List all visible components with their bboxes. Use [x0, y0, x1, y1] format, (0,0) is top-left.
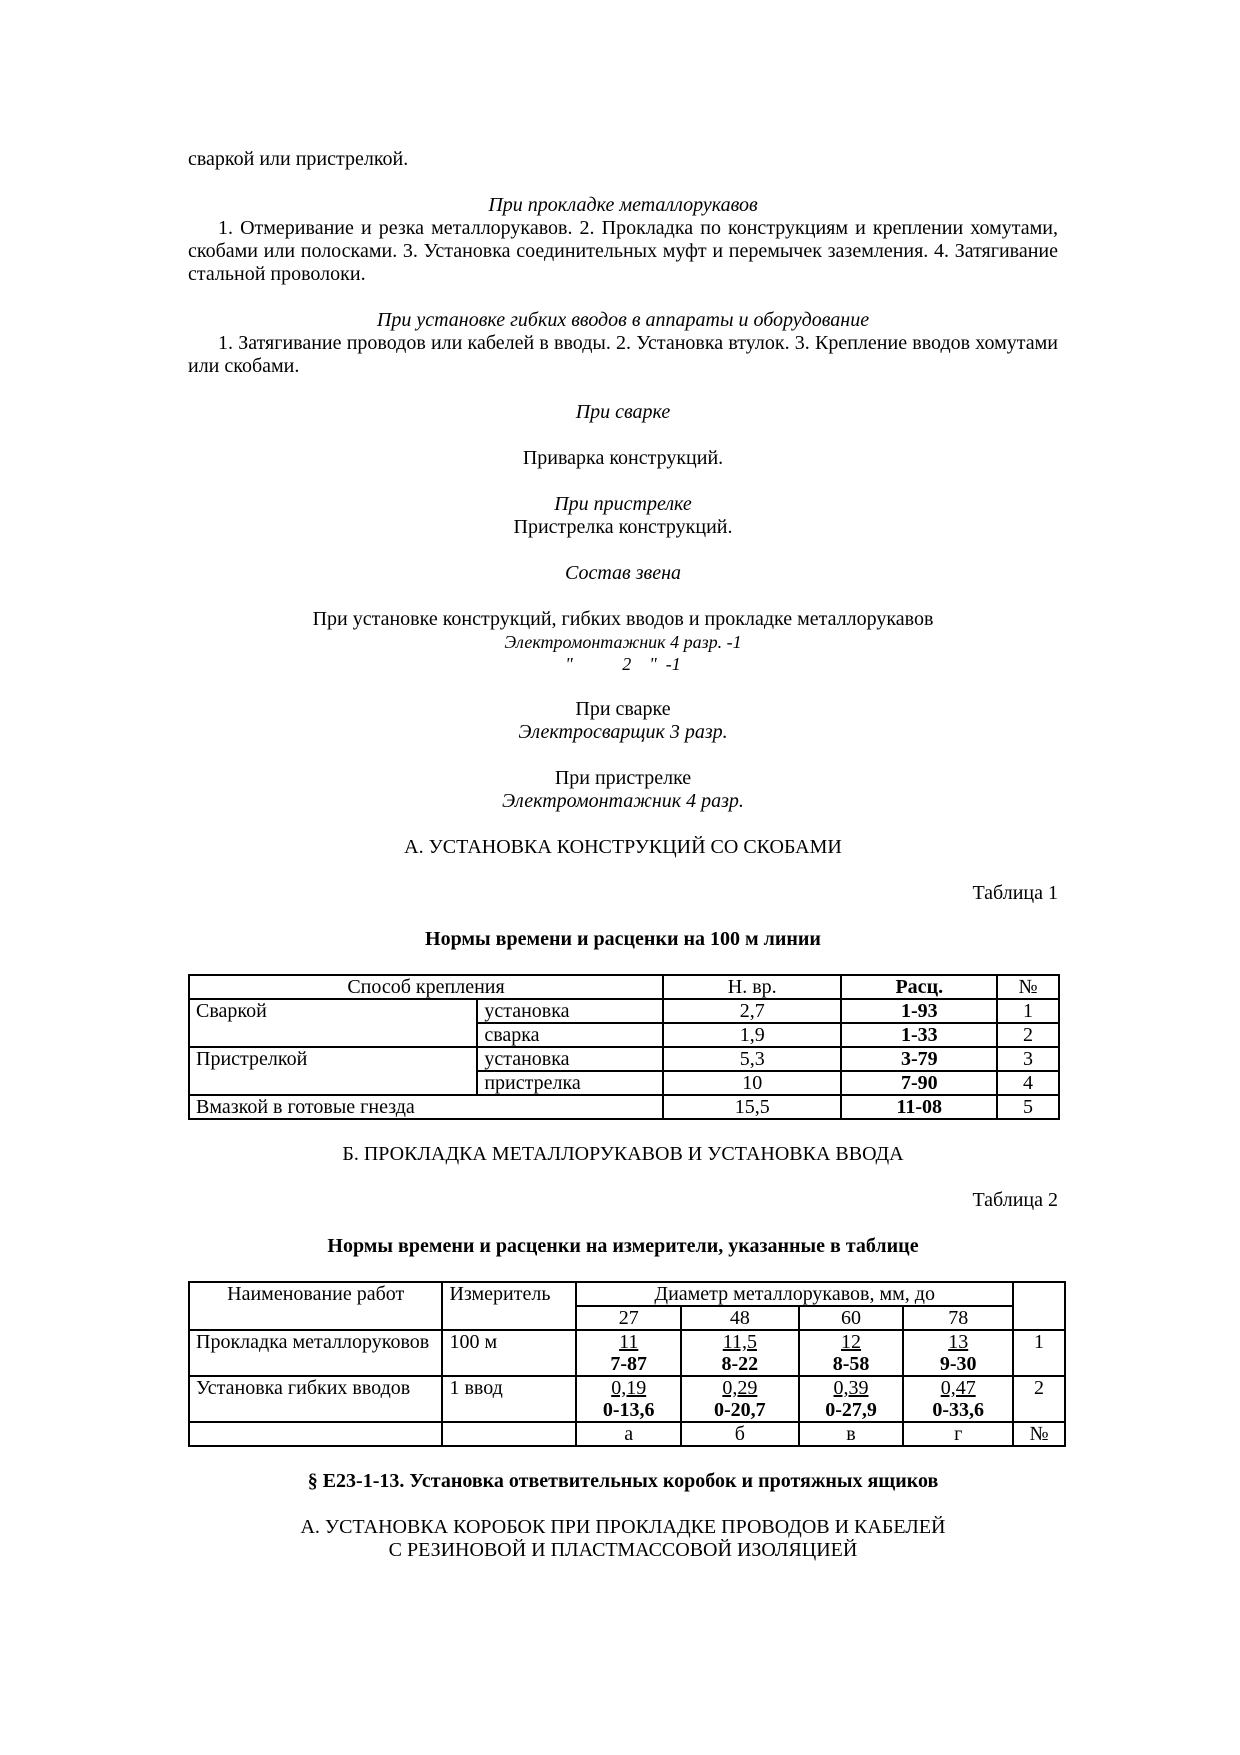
t2-header-unit: Измеритель [442, 1282, 576, 1330]
t2-cell [799, 1330, 904, 1376]
t2-norm: 13 [948, 1331, 969, 1353]
t2-cell [903, 1376, 1013, 1422]
t2-diameter: 48 [681, 1306, 799, 1330]
paragraph-e23-subtitle-line1: А. УСТАНОВКА КОРОБОК ПРИ ПРОКЛАДКЕ ПРОВОДОВ И КАБЕЛЕЙ [300, 1516, 946, 1538]
t2-footer-letter: а [576, 1422, 681, 1446]
t1-method: Вмазкой в готовые гнезда [189, 1095, 663, 1119]
t1-num: 1 [997, 999, 1059, 1023]
t2-price: 7-87 [610, 1353, 648, 1375]
sostav-group3-line1: Электромонтажник 4 разр. [502, 790, 744, 812]
intro-line: сваркой или пристрелкой. [188, 148, 409, 170]
t2-work: Прокладка металлоруковов [189, 1330, 442, 1376]
t1-sub: пристрелка [477, 1071, 663, 1095]
paragraph-e23-subtitle-line2: С РЕЗИНОВОЙ И ПЛАСТМАССОВОЙ ИЗОЛЯЦИЕЙ [388, 1539, 858, 1561]
table-2-header-row [189, 1282, 1065, 1306]
text-metallorukav: 1. Отмеривание и резка металлорукавов. 2. Прокладка по конструкциям и креплении хомутами, скобами или полосками. 3. Установка соединительных муфт и перемычек заземления. 4. Затягивание стальной проволоки. [188, 217, 1058, 285]
t1-num: 2 [997, 1023, 1059, 1047]
t2-footer-letter: г [903, 1422, 1013, 1446]
t1-norm: 5,3 [663, 1047, 841, 1071]
t2-diameter: 60 [799, 1306, 904, 1330]
t1-header-norm: Н. вр. [663, 975, 841, 999]
t2-header-diameter: Диаметр металлорукавов, мм, до [576, 1282, 1013, 1306]
table2-caption: Нормы времени и расценки на измерители, указанные в таблице [327, 1235, 919, 1257]
t1-header-price: Расц. [841, 975, 997, 999]
t1-price: 11-08 [841, 1095, 997, 1119]
t2-cell [681, 1376, 799, 1422]
heading-pristrelka: При пристрелке [554, 493, 692, 515]
t1-sub: установка [477, 1047, 663, 1071]
t2-footer-empty [442, 1422, 576, 1446]
t2-footer-empty [189, 1422, 442, 1446]
table-row [189, 1330, 1065, 1376]
heading-svarka: При сварке [575, 401, 671, 423]
t1-norm: 2,7 [663, 999, 841, 1023]
heading-sostav: Состав звена [564, 562, 681, 584]
text-vvody: 1. Затягивание проводов или кабелей в вводы. 2. Установка втулок. 3. Крепление вводов хомутами или скобами. [188, 332, 1058, 377]
t1-norm: 10 [663, 1071, 841, 1095]
document-page [188, 148, 1058, 1562]
t2-unit: 1 ввод [442, 1376, 576, 1422]
t1-price: 1-93 [841, 999, 997, 1023]
t2-price: 9-30 [939, 1353, 977, 1375]
sostav-group2-line1: Электросварщик 3 разр. [518, 721, 728, 743]
t2-cell [681, 1330, 799, 1376]
table-row [189, 1095, 1059, 1119]
t1-norm: 1,9 [663, 1023, 841, 1047]
t1-sub: сварка [477, 1023, 663, 1047]
table-2 [188, 1281, 1066, 1447]
text-pristrelka: Пристрелка конструкций. [513, 516, 733, 538]
sostav-group2-title: При сварке [575, 698, 671, 720]
t2-cell [576, 1376, 681, 1422]
t1-method: Пристрелкой [189, 1047, 477, 1095]
table-row [189, 999, 1059, 1023]
sostav-group3-title: При пристрелке [554, 767, 692, 789]
t2-cell [576, 1330, 681, 1376]
table1-label: Таблица 1 [972, 882, 1058, 904]
sostav-group1-line2: " 2 " -1 [565, 654, 681, 674]
t2-price: 0-13,6 [602, 1399, 655, 1421]
t2-norm: 11 [619, 1331, 639, 1353]
t1-price: 7-90 [841, 1071, 997, 1095]
t2-norm: 12 [841, 1331, 862, 1353]
t2-cell [903, 1330, 1013, 1376]
t1-header-num: № [997, 975, 1059, 999]
t1-method: Сваркой [189, 999, 477, 1047]
table1-caption: Нормы времени и расценки на 100 м линии [425, 928, 821, 950]
t2-footer-letter: в [799, 1422, 904, 1446]
table-1-header-row [189, 975, 1059, 999]
section-b-title: Б. ПРОКЛАДКА МЕТАЛЛОРУКАВОВ И УСТАНОВКА ВВОДА [342, 1143, 904, 1165]
t2-diameter: 78 [903, 1306, 1013, 1330]
t2-norm: 0,29 [722, 1377, 758, 1399]
table2-label: Таблица 2 [972, 1189, 1058, 1211]
section-a-title: А. УСТАНОВКА КОНСТРУКЦИЙ СО СКОБАМИ [404, 836, 842, 858]
t2-price: 0-33,6 [932, 1399, 985, 1421]
table-row [189, 1047, 1059, 1071]
table-1 [188, 974, 1060, 1120]
sostav-group1-line1: Электромонтажник 4 разр. -1 [504, 632, 742, 652]
paragraph-e23-title: § Е23-1-13. Установка ответвительных коробок и протяжных ящиков [307, 1470, 939, 1492]
t2-footer-num: № [1013, 1422, 1065, 1446]
t1-sub: установка [477, 999, 663, 1023]
t1-header-method: Способ крепления [189, 975, 663, 999]
t2-price: 8-58 [832, 1353, 870, 1375]
table-row [189, 1376, 1065, 1422]
t2-price: 0-20,7 [714, 1399, 766, 1421]
heading-metallorukav: При прокладке металлорукавов [488, 194, 758, 216]
t2-header-work: Наименование работ [189, 1282, 442, 1330]
t1-num: 3 [997, 1047, 1059, 1071]
table-2-footer-row [189, 1422, 1065, 1446]
t2-footer-letter: б [681, 1422, 799, 1446]
t2-header-num-empty [1013, 1282, 1065, 1330]
t2-price: 0-27,9 [825, 1399, 877, 1421]
t2-unit: 100 м [442, 1330, 576, 1376]
t1-price: 3-79 [841, 1047, 997, 1071]
text-svarka: Приварка конструкций. [522, 447, 724, 469]
heading-vvody: При установке гибких вводов в аппараты и оборудование [376, 309, 870, 331]
t2-norm: 11,5 [722, 1331, 757, 1353]
t2-norm: 0,39 [833, 1377, 869, 1399]
t2-diameter: 27 [576, 1306, 681, 1330]
t2-cell [799, 1376, 904, 1422]
sostav-group1-title: При установке конструкций, гибких вводов и прокладке металлорукавов [312, 608, 934, 630]
t2-norm: 0,19 [611, 1377, 647, 1399]
t1-num: 5 [997, 1095, 1059, 1119]
t1-price: 1-33 [841, 1023, 997, 1047]
t2-work: Установка гибких вводов [189, 1376, 442, 1422]
t2-num: 1 [1013, 1330, 1065, 1376]
t1-num: 4 [997, 1071, 1059, 1095]
t2-num: 2 [1013, 1376, 1065, 1422]
t2-price: 8-22 [721, 1353, 759, 1375]
t1-norm: 15,5 [663, 1095, 841, 1119]
t2-norm: 0,47 [940, 1377, 976, 1399]
